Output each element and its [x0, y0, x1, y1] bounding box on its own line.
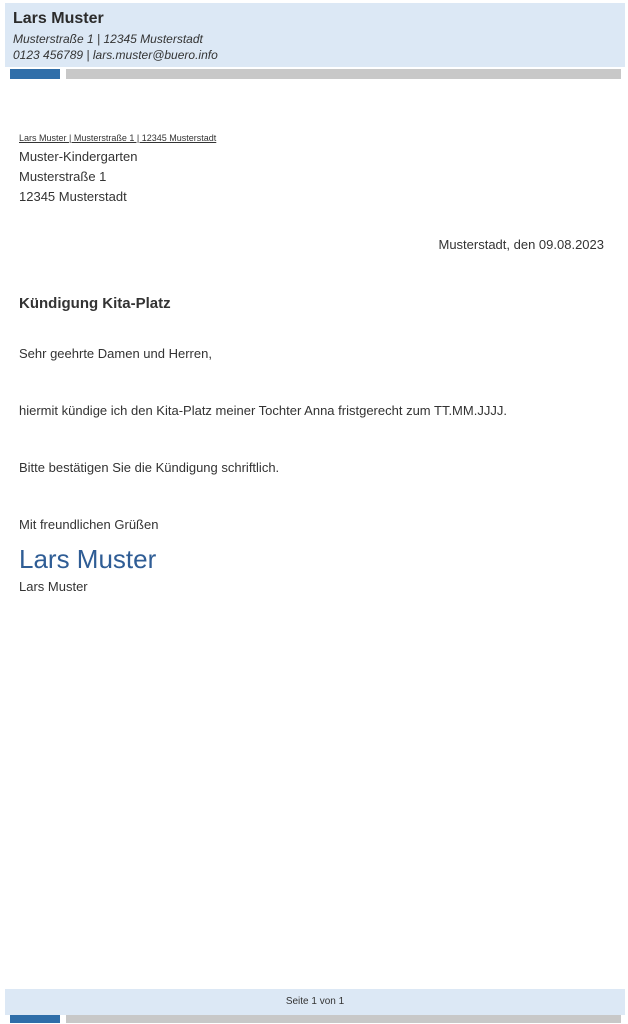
salutation: Sehr geehrte Damen und Herren,: [19, 346, 212, 361]
footer-divider-bar: [66, 1015, 621, 1023]
body-paragraph: Bitte bestätigen Sie die Kündigung schriftlich.: [19, 460, 280, 475]
header-divider-bar: [66, 69, 621, 79]
header-accent-bar: [10, 69, 60, 79]
signature: Lars Muster: [19, 544, 157, 574]
letterhead: [5, 3, 625, 67]
sender-address: Musterstraße 1 | 12345 Musterstadt: [13, 32, 203, 46]
letter-date: Musterstadt, den 09.08.2023: [438, 237, 604, 252]
body-paragraph: hiermit kündige ich den Kita-Platz meiner Tochter Anna fristgerecht zum TT.MM.JJJJ.: [19, 403, 507, 418]
page-footer: [5, 989, 625, 1015]
recipient-name: Muster-Kindergarten: [19, 149, 138, 164]
closing: Mit freundlichen Grüßen: [19, 517, 159, 532]
footer-accent-bar: [10, 1015, 60, 1023]
recipient-street: Musterstraße 1: [19, 169, 107, 184]
letter-subject: Kündigung Kita-Platz: [19, 295, 171, 312]
sender-name: Lars Muster: [13, 10, 104, 27]
recipient-city: 12345 Musterstadt: [19, 189, 127, 204]
signed-name: Lars Muster: [19, 579, 88, 594]
sender-contact: 0123 456789 | lars.muster@buero.info: [13, 48, 218, 62]
page-number: Seite 1 von 1: [285, 996, 345, 1007]
return-address-line: Lars Muster | Musterstraße 1 | 12345 Musterstadt: [19, 133, 217, 143]
